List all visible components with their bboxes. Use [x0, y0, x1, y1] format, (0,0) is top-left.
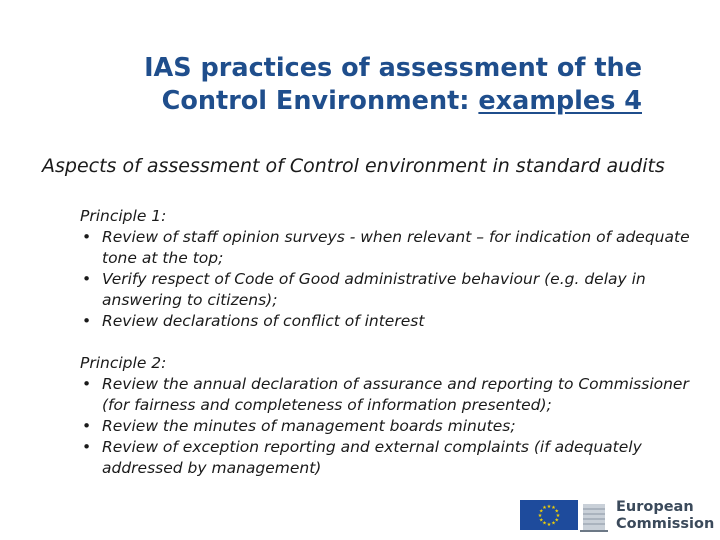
logo-text [616, 499, 714, 533]
eu-flag-stars [520, 500, 578, 530]
principle-1-list [80, 227, 690, 332]
list-item-text: Review declarations of conflict of interest [102, 312, 425, 330]
list-item-text: Review of staff opinion surveys - when relevant – for indication of adequate tone at the top; [102, 228, 690, 267]
eu-star-icon: ★ [542, 505, 547, 512]
bullet: • [82, 270, 92, 288]
berlaymont-building-icon [580, 496, 608, 534]
principle-2-list [80, 374, 690, 479]
eu-star-icon: ★ [555, 512, 561, 519]
logo-text-line-1: European [616, 499, 694, 515]
list-item-text: Review the annual declaration of assurance and reporting to Commissioner (for fairness and completeness of information presented); [102, 375, 689, 414]
eu-flag-icon [520, 500, 578, 530]
eu-star-icon: ★ [537, 512, 543, 519]
eu-star-icon: ★ [551, 520, 556, 527]
list-item [80, 311, 690, 332]
bullet: • [82, 312, 92, 330]
bullet: • [82, 375, 92, 393]
lead-paragraph: Aspects of assessment of Control environment in standard audits [42, 155, 665, 177]
principles-content [80, 206, 690, 479]
eu-star-icon: ★ [554, 517, 560, 524]
list-item [80, 374, 690, 416]
bullet: • [82, 417, 92, 435]
slide-title [22, 52, 642, 118]
eu-star-icon: ★ [538, 517, 544, 524]
eu-star-icon: ★ [546, 503, 552, 510]
title-line-2-underlined: examples 4 [478, 86, 642, 116]
european-commission-logo [520, 496, 715, 534]
list-item-text: Verify respect of Code of Good administrative behaviour (e.g. delay in answering to citizens); [102, 270, 646, 309]
eu-star-icon: ★ [542, 520, 547, 527]
list-item [80, 437, 690, 479]
bullet: • [82, 228, 92, 246]
eu-star-icon: ★ [546, 521, 552, 528]
title-line-1: IAS practices of assessment of the [144, 53, 642, 83]
list-item-text: Review of exception reporting and external complaints (if adequately addressed by management) [102, 438, 642, 477]
eu-star-icon: ★ [554, 508, 560, 515]
eu-star-icon: ★ [538, 508, 544, 515]
principle-1-heading: Principle 1: [80, 207, 167, 225]
bullet: • [82, 438, 92, 456]
list-item [80, 416, 690, 437]
list-item-text: Review the minutes of management boards minutes; [102, 417, 516, 435]
logo-text-line-2: Commission [616, 516, 715, 532]
eu-star-icon: ★ [551, 505, 556, 512]
list-item [80, 269, 690, 311]
principle-2-heading: Principle 2: [80, 354, 167, 372]
title-line-2-prefix: Control Environment: [161, 86, 479, 116]
list-item [80, 227, 690, 269]
